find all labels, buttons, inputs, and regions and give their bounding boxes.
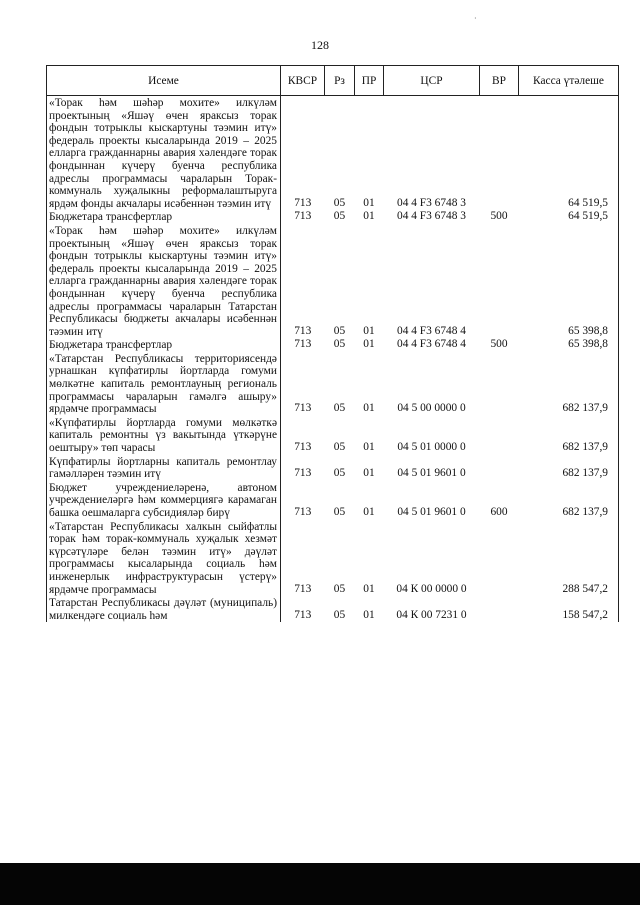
scan-bottom-border bbox=[0, 863, 640, 905]
cell-rz: 05 bbox=[333, 210, 346, 223]
cell-rz: 05 bbox=[333, 402, 346, 415]
page-number: 128 bbox=[311, 38, 329, 52]
cell-pr: 01 bbox=[363, 210, 375, 223]
cell-csr: 04 4 F3 6748 3 bbox=[397, 210, 466, 223]
cell-kvsr: 713 bbox=[294, 582, 312, 595]
cell-kvsr: 713 bbox=[294, 608, 312, 621]
cell-vr: 600 bbox=[490, 506, 508, 518]
cell-amount: 65 398,8 bbox=[519, 338, 619, 352]
cell-amount: 682 137,9 bbox=[519, 455, 619, 481]
table-row bbox=[47, 224, 619, 338]
table-row bbox=[47, 338, 619, 352]
cell-name: Бюджетара трансфертлар bbox=[47, 338, 281, 352]
cell-vr bbox=[480, 520, 519, 597]
cell-pr: 01 bbox=[363, 608, 375, 621]
header-pr: ПР bbox=[355, 66, 384, 96]
cell-kvsr: 713 bbox=[294, 467, 312, 480]
cell-amount: 65 398,8 bbox=[519, 224, 619, 338]
cell-vr bbox=[480, 96, 519, 211]
cell-csr: 04 4 F3 6748 3 bbox=[397, 196, 466, 209]
cell-rz: 05 bbox=[333, 338, 346, 351]
cell-rz: 05 bbox=[333, 506, 346, 518]
cell-rz: 05 bbox=[333, 441, 346, 454]
cell-amount: 682 137,9 bbox=[519, 416, 619, 455]
cell-rz: 05 bbox=[333, 196, 346, 209]
cell-pr: 01 bbox=[363, 324, 375, 337]
cell-rz: 05 bbox=[333, 608, 346, 621]
cell-name: «Торак һәм шәһәр мохите» илкүләм проектының «Яшәү өчен яраксыз торак фондын тотрыклы кыскартуны тәэмин итү» федераль проекты кысаларында 2019 – 2025 елларга гражданнарны авария хәлендәге торак фондыннан күчерү буенча республика адреслы программасы чараларын Торак-коммуналь хуҗалыкны реформалаштыруга ярдәм фонды акчалары исәбеннән тәэмин итү bbox=[47, 96, 281, 211]
cell-vr: 500 bbox=[490, 210, 508, 223]
cell-kvsr: 713 bbox=[294, 402, 312, 415]
cell-name: «Күпфатирлы йортларда гомуми мөлкәткә капиталь ремонтны үз вакытында үткәрүне оештыру» төп чарасы bbox=[47, 416, 281, 455]
cell-amount: 682 137,9 bbox=[519, 352, 619, 416]
header-vr: ВР bbox=[480, 66, 519, 96]
cell-pr: 01 bbox=[363, 506, 375, 518]
cell-csr: 04 К 00 0000 0 bbox=[396, 582, 467, 595]
scan-speck: · bbox=[474, 14, 477, 23]
header-name: Исеме bbox=[47, 66, 281, 96]
cell-rz: 05 bbox=[333, 324, 346, 337]
table-header-row bbox=[47, 66, 619, 96]
cell-vr bbox=[480, 596, 519, 622]
cell-amount: 682 137,9 bbox=[519, 481, 619, 520]
cell-name: «Татарстан Республикасы халкын сыйфатлы торак һәм торак-коммуналь хуҗалык хезмәт күрсәтүләре белән тәэмин итү» дәүләт программасы кысаларында социаль һәм инженерлык инфраструктурасын үстерү» ярдәмче программасы bbox=[47, 520, 281, 597]
table-row bbox=[47, 96, 619, 211]
cell-amount: 64 519,5 bbox=[519, 210, 619, 224]
cell-kvsr: 713 bbox=[294, 196, 312, 209]
header-kvsr: КВСР bbox=[281, 66, 325, 96]
cell-name: Күпфатирлы йортларны капиталь ремонтлау гамәлләрен тәэмин итү bbox=[47, 455, 281, 481]
cell-kvsr: 713 bbox=[294, 210, 312, 223]
cell-csr: 04 5 01 0000 0 bbox=[397, 441, 466, 454]
cell-amount: 158 547,2 bbox=[519, 596, 619, 622]
cell-pr: 01 bbox=[363, 441, 375, 454]
header-amount: Касса үтәлеше bbox=[519, 66, 619, 96]
cell-pr: 01 bbox=[363, 402, 375, 415]
table-row bbox=[47, 596, 619, 622]
cell-csr: 04 К 00 7231 0 bbox=[396, 608, 467, 621]
cell-vr bbox=[480, 416, 519, 455]
cell-name: Бюджетара трансфертлар bbox=[47, 210, 281, 224]
cell-amount: 64 519,5 bbox=[519, 96, 619, 211]
cell-name: Татарстан Республикасы дәүләт (муниципаль) милкендәге социаль һәм bbox=[47, 596, 281, 622]
cell-kvsr: 713 bbox=[294, 324, 312, 337]
table-row bbox=[47, 210, 619, 224]
header-rz: Рз bbox=[325, 66, 355, 96]
cell-rz: 05 bbox=[333, 582, 346, 595]
cell-pr: 01 bbox=[363, 467, 375, 480]
cell-name: «Торак һәм шәһәр мохите» илкүләм проектының «Яшәү өчен яраксыз торак фондын тотрыклы кыскартуны тәэмин итү» федераль проекты кысаларында 2019 – 2025 елларга гражданнарны авария хәлендәге торак фондыннан күчерү буенча республика адреслы программасы чараларын Татарстан Республикасы бюджеты акчалары исәбеннән тәэмин итү bbox=[47, 224, 281, 338]
cell-pr: 01 bbox=[363, 338, 375, 351]
cell-kvsr: 713 bbox=[294, 338, 312, 351]
table-body bbox=[47, 96, 619, 623]
table-row bbox=[47, 416, 619, 455]
cell-pr: 01 bbox=[363, 196, 375, 209]
header-csr: ЦСР bbox=[384, 66, 480, 96]
cell-csr: 04 5 01 9601 0 bbox=[397, 467, 466, 480]
cell-name: Бюджет учреждениеләренә, автоном учреждениеләргә һәм коммерциягә карамаган башка оешмаларга субсидияләр бирү bbox=[47, 481, 281, 520]
cell-kvsr: 713 bbox=[294, 441, 312, 454]
cell-pr: 01 bbox=[363, 582, 375, 595]
budget-table bbox=[46, 65, 619, 622]
cell-csr: 04 5 00 0000 0 bbox=[397, 402, 466, 415]
table-row bbox=[47, 481, 619, 520]
cell-rz: 05 bbox=[333, 467, 346, 480]
cell-vr bbox=[480, 455, 519, 481]
table-row bbox=[47, 520, 619, 597]
cell-csr: 04 4 F3 6748 4 bbox=[397, 338, 466, 351]
cell-vr bbox=[480, 352, 519, 416]
cell-csr: 04 5 01 9601 0 bbox=[397, 506, 466, 518]
table-row bbox=[47, 455, 619, 481]
cell-csr: 04 4 F3 6748 4 bbox=[397, 324, 466, 337]
cell-amount: 288 547,2 bbox=[519, 520, 619, 597]
table-row bbox=[47, 352, 619, 416]
cell-vr bbox=[480, 224, 519, 338]
cell-kvsr: 713 bbox=[294, 506, 312, 518]
cell-name: «Татарстан Республикасы территориясендә урнашкан күпфатирлы йортларда гомуми мөлкәтне капиталь ремонтлауның региональ программасы чараларын гамәлгә ашыру» ярдәмче программасы bbox=[47, 352, 281, 416]
cell-vr: 500 bbox=[490, 338, 508, 351]
